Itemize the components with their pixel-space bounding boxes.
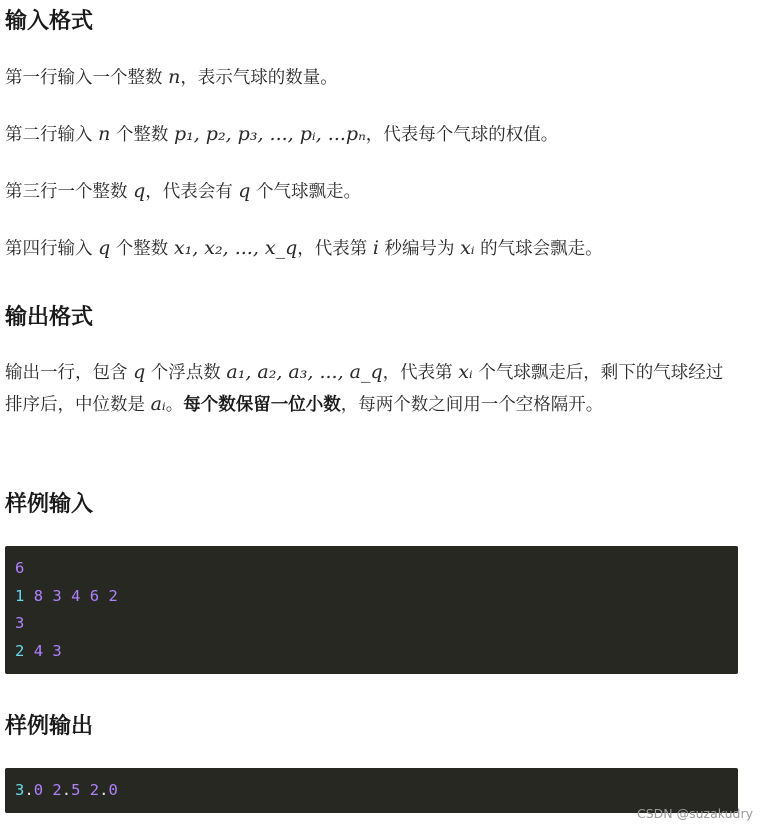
var-n: n [168,66,181,88]
input-line-2: 第二行输入 n 个整数 p₁, p₂, p₃, ..., pᵢ, ...pₙ，代表每个气球的权值。 [5,123,559,145]
input-line-4: 第四行输入 q 个整数 x₁, x₂, ..., x_q，代表第 i 秒编号为 xᵢ 的气球会飘走。 [5,237,603,259]
sample-input-row-1: 6 [15,559,25,577]
sample-input-row-2: 1 8 3 4 6 2 [15,586,118,605]
seq-x: x₁, x₂, ..., x_q [173,237,298,259]
var-xi: xᵢ [460,237,475,259]
seq-a: a₁, a₂, a₃, ..., a_q [226,361,383,383]
sample-input-code-block [5,546,738,674]
seq-p: p₁, p₂, p₃, ..., pᵢ, ...pₙ [173,123,366,145]
var-q: q [133,180,146,202]
input-line-3: 第三行一个整数 q，代表会有 q 个气球飘走。 [5,180,362,202]
var-q: q [133,361,146,383]
output-format-heading: 输出格式 [5,305,94,330]
var-xi: xᵢ [458,361,473,383]
var-n: n [98,123,111,145]
csdn-watermark: CSDN @suzakudry [636,806,753,821]
bold-requirement: 每个数保留一位小数 [183,395,341,415]
input-format-heading: 输入格式 [5,9,94,34]
sample-output-heading: 样例输出 [5,714,94,739]
var-ai: aᵢ [150,393,166,415]
sample-input-heading: 样例输入 [5,492,94,517]
sample-input-row-3: 3 [15,614,25,632]
sample-output-code-block [5,768,738,813]
var-i: i [372,237,379,259]
sample-input-row-4: 2 4 3 [15,641,62,660]
var-q: q [98,237,111,259]
var-q: q [238,180,251,202]
input-line-1: 第一行输入一个整数 n，表示气球的数量。 [5,66,338,88]
output-description: 输出一行，包含 q 个浮点数 a₁, a₂, a₃, ..., a_q，代表第 xᵢ 个气球飘走后，剩下的气球经过排序后，中位数是 aᵢ。每个数保留一位小数，每两个数之间用一个空格隔开。 [5,361,724,415]
sample-output-row-1: 3.0 2.5 2.0 [15,781,118,799]
